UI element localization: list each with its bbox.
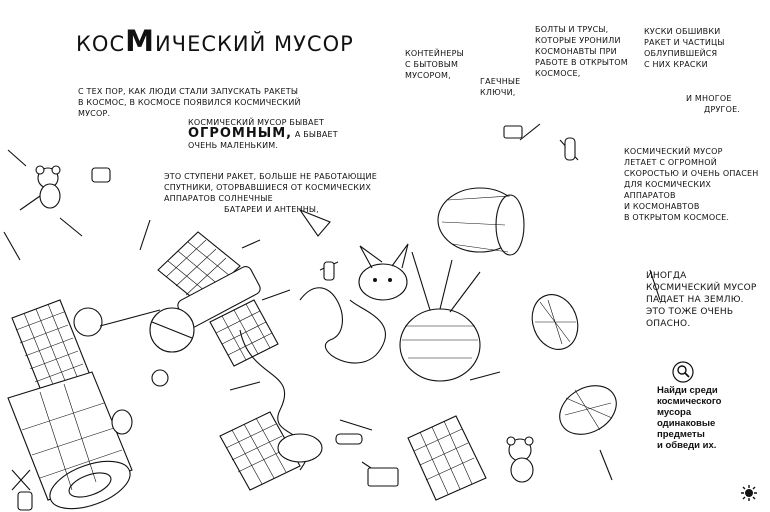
paint-note: КУСКИ ОБШИВКИ РАКЕТ И ЧАСТИЦЫ ОБЛУПИВШЕЙСЯ С НИХ КРАСКИ bbox=[644, 27, 725, 69]
page-title bbox=[76, 24, 354, 58]
dog-cartoon bbox=[359, 244, 408, 300]
hatch-wheel bbox=[525, 288, 585, 356]
solar-panel-bottom bbox=[408, 416, 486, 500]
size-note: КОСМИЧЕСКИЙ МУСОР БЫВАЕТ ОГРОМНЫМ, А БЫВАЕТ ОЧЕНЬ МАЛЕНЬКИМ. bbox=[188, 118, 338, 150]
magnifier-icon bbox=[672, 361, 694, 383]
wrenches-note: ГАЕЧНЫЕ КЛЮЧИ, bbox=[480, 77, 521, 97]
bolts-note: БОЛТЫ И ТРУСЫ, КОТОРЫЕ УРОНИЛИ КОСМОНАВТЫ ПРИ РАБОТЕ В ОТКРЫТОМ КОСМОСЕ, bbox=[535, 25, 628, 78]
sun-page-icon bbox=[740, 484, 758, 502]
title-pre: КОС bbox=[76, 32, 126, 56]
title-big-letter: М bbox=[125, 24, 155, 58]
stages-note: ЭТО СТУПЕНИ РАКЕТ, БОЛЬШЕ НЕ РАБОТАЮЩИЕ СПУТНИКИ, ОТОРВАВШИЕСЯ ОТ КОСМИЧЕСКИХ АППАРАТОВ СОЛНЕЧНЫЕ БАТАРЕИ И АНТЕННЫ, bbox=[164, 172, 377, 214]
more-note: И МНОГОЕ ДРУГОЕ. bbox=[686, 94, 741, 114]
teddy-bear-2 bbox=[507, 437, 533, 482]
intro-text: С ТЕХ ПОР, КАК ЛЮДИ СТАЛИ ЗАПУСКАТЬ РАКЕТЫ В КОСМОС, В КОСМОСЕ ПОЯВИЛСЯ КОСМИЧЕСКИЙ МУСОР. bbox=[78, 87, 301, 118]
hose bbox=[300, 288, 386, 363]
task-instruction: Найди среди космического мусора одинаковые предметы и обведи их. bbox=[657, 385, 722, 451]
antenna-dish bbox=[551, 376, 625, 444]
containers-note: КОНТЕЙНЕРЫ С БЫТОВЫМ МУСОРОМ, bbox=[405, 49, 464, 80]
teddy-bear bbox=[36, 166, 60, 208]
falls-note: ИНОГДА КОСМИЧЕСКИЙ МУСОР ПАДАЕТ НА ЗЕМЛЮ. ЭТО ТОЖЕ ОЧЕНЬ ОПАСНО. bbox=[646, 271, 757, 329]
danger-note: КОСМИЧЕСКИЙ МУСОР ЛЕТАЕТ С ОГРОМНОЙ СКОРОСТЬЮ И ОЧЕНЬ ОПАСЕН ДЛЯ КОСМИЧЕСКИХ АППАРАТОВ И КОСМОНАВТОВ В ОТКРЫТОМ КОСМОСЕ. bbox=[624, 147, 759, 222]
space-module bbox=[400, 188, 524, 381]
title-post: ИЧЕСКИЙ МУСОР bbox=[154, 32, 354, 56]
rocket-stage bbox=[8, 372, 136, 512]
